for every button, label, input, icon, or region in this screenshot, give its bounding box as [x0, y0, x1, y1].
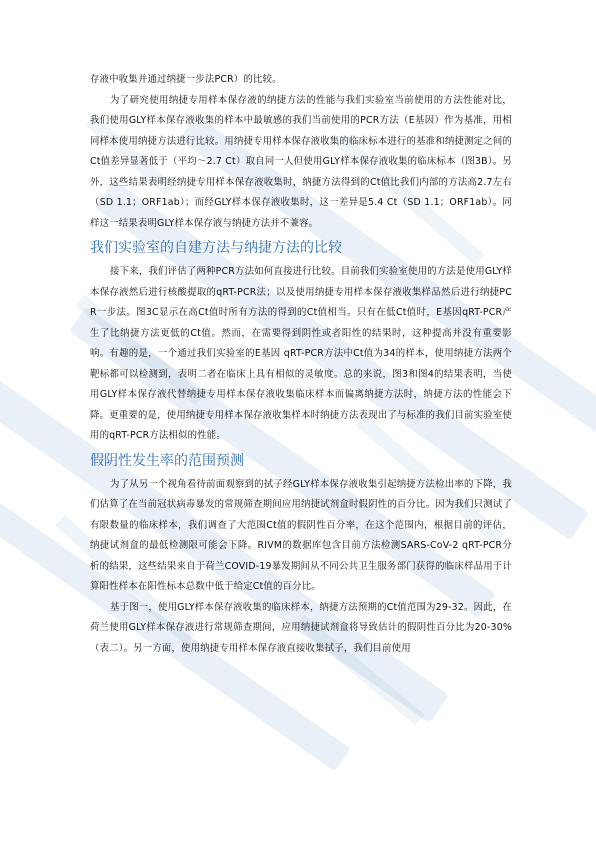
- document-body: [90, 70, 512, 659]
- paragraph-ct-range: 基于图一，使用GLY样本保存液收集的临床样本，纳捷方法预期的Ct值范围为29-32。因此，在荷兰使用GLY样本保存液进行常规筛查期间，应用纳捷试剂盒将导致估计的假阴性百分比为20-30%（表二）。另一方面，使用纳捷专用样本保存液直接收集拭子，我们目前使用: [90, 601, 512, 654]
- paragraph-continuation: 存液中收集并通过纳捷一步法PCR）的比较。: [90, 74, 282, 85]
- section-heading-inhouse-vs-najie: 我们实验室的自建方法与纳捷方法的比较: [90, 240, 342, 256]
- paragraph-method-comparison: 为了研究使用纳捷专用样本保存液的纳捷方法的性能与我们实验室当前使用的方法性能对比，我们使用GLY样本保存液收集的样本中最敏感的我们当前使用的PCR方法（E基因）作为基准，用相同样本使用纳捷方法进行比较。用纳捷专用样本保存液收集的临床标本进行的基准和纳捷测定之间的Ct值差异显著低于（平均～2.7 Ct）取自同一人但使用GLY样本保存液收集的临床标本（图3B）。另外，这些结果表明经纳捷专用样本保存液收集时，纳捷方法得到的Ct值比我们内部的方法高2.7左右（SD 1.1；ORF1ab）；而经GLY样本保存液收集时，这一差异是5.4 Ct（SD 1.1；ORF1ab）。同样这一结果表明GLY样本保存液与纳捷方法并不兼容。: [90, 94, 512, 229]
- paragraph-false-negative-estimate: 为了从另一个视角看待前面观察到的拭子经GLY样本保存液收集引起纳捷方法检出率的下降，我们估算了在当前冠状病毒暴发的常规筛查期间应用纳捷试剂盒时假阴性的百分比。因为我们只测试了有限数量的临床样本，我们调查了大范围Ct值的假阴性百分率，在这个范围内，根据目前的评估，纳捷试剂盒的最低检测限可能会下降。RIVM的数据库包含目前方法检测SARS-CoV-2 qRT-PCR分析的结果，这些结果来自于荷兰COVID-19暴发期间从不同公共卫生服务部门获得的临床样品用于计算阳性样本在阳性标本总数中低于给定Ct值的百分比。: [90, 478, 512, 592]
- section-heading-false-negative: 假阴性发生率的范围预测: [90, 452, 244, 469]
- paragraph-pcr-comparison: 接下来，我们评估了两种PCR方法如何直接进行比较。目前我们实验室使用的方法是使用GLY样本保存液然后进行核酸提取的qRT-PCR法；以及使用纳捷专用样本保存液收集样品然后进行纳捷PCR一步法。图3C显示在高Ct值时所有方法的得到的Ct值相当。只有在低Ct值时，E基因qRT-PCR产生了比纳捷方法更低的Ct值。然而，在需要得到阴性或者阳性的结果时，这种提高并没有重要影响。有趣的是，一个通过我们实验室的E基因 qRT-PCR方法中Ct值为34的样本，使用纳捷方法两个靶标都可以检测到，表明二者在临床上具有相似的灵敏度。总的来说，图3和图4的结果表明，当使用GLY样本保存液代替纳捷专用样本保存液收集临床样本而偏离纳捷方法时，纳捷方法的性能会下降。更重要的是，使用纳捷专用样本保存液收集样本时纳捷方法表现出了与标准的我们目前实验室使用的qRT-PCR方法相似的性能。: [90, 266, 512, 441]
